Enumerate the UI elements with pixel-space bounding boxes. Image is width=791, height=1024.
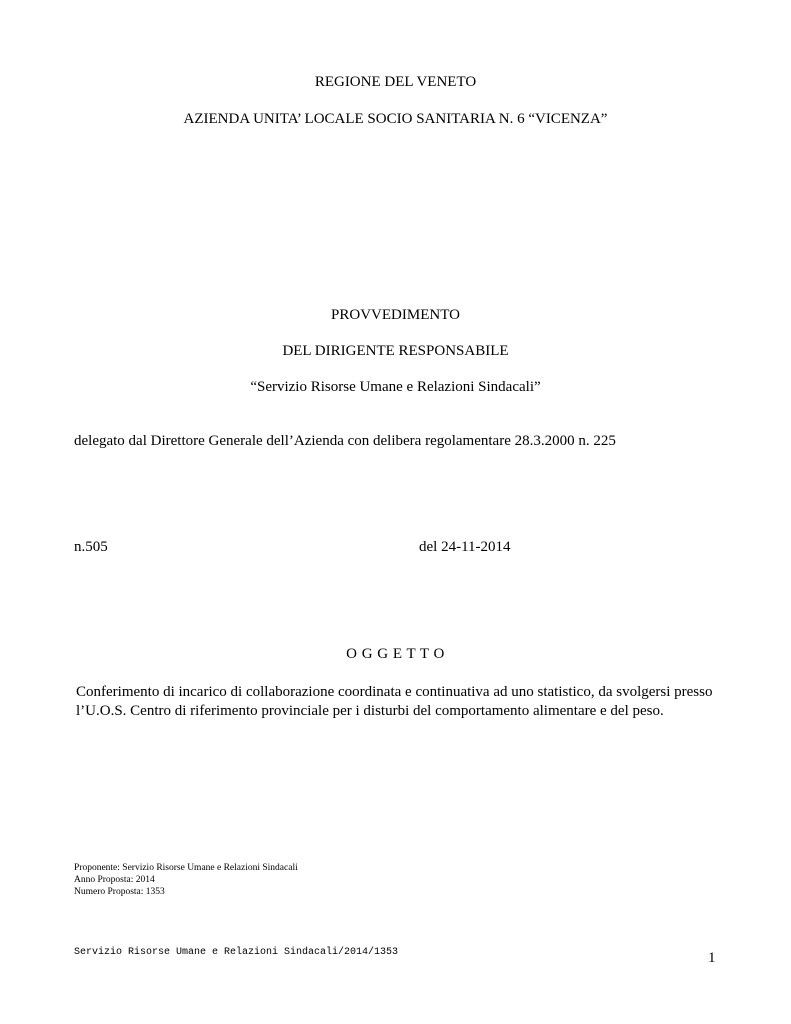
footer-reference: Servizio Risorse Umane e Relazioni Sindacali/2014/1353	[74, 947, 399, 958]
service-name: “Servizio Risorse Umane e Relazioni Sindacali”	[250, 379, 541, 395]
act-date: del 24-11-2014	[419, 539, 511, 555]
proposal-year: Anno Proposta: 2014	[74, 875, 155, 885]
act-number: n.505	[74, 539, 108, 555]
page-number: 1	[708, 950, 716, 966]
document-title: PROVVEDIMENTO	[331, 307, 460, 323]
subject-text: Conferimento di incarico di collaborazione coordinata e continuativa ad uno statistico, da svolgersi presso l’U.O.S. Centro di riferimento provinciale per i disturbi del comportamento alimentare e del peso.	[76, 684, 713, 719]
agency-heading: AZIENDA UNITA’ LOCALE SOCIO SANITARIA N. 6 “VICENZA”	[183, 111, 608, 127]
region-heading: REGIONE DEL VENETO	[314, 74, 477, 90]
subject-heading: O G G E T T O	[346, 646, 445, 662]
proponent-line: Proponente: Servizio Risorse Umane e Relazioni Sindacali	[74, 863, 298, 873]
document-subtitle: DEL DIRIGENTE RESPONSABILE	[282, 343, 509, 359]
delegation-text: delegato dal Direttore Generale dell’Azienda con delibera regolamentare 28.3.2000 n. 225	[74, 433, 616, 449]
proposal-number: Numero Proposta: 1353	[74, 887, 165, 897]
